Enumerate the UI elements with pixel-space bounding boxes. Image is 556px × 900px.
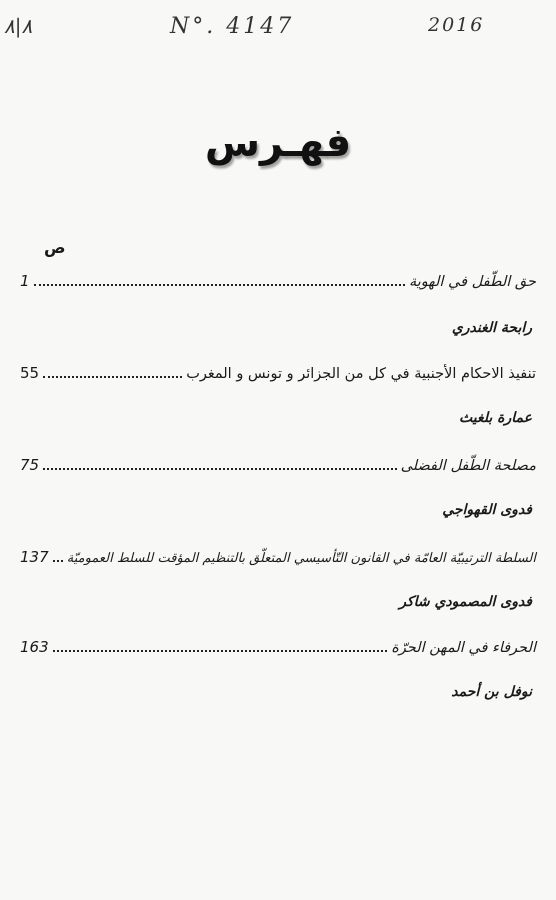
- toc-entry-author: نوفل بن أحمد: [451, 684, 532, 700]
- toc-entry-page: 55: [20, 364, 40, 382]
- handwritten-year: 2016: [428, 14, 485, 36]
- dot-leader: [34, 274, 405, 286]
- handwritten-number: N°. 4147: [170, 14, 295, 39]
- toc-entry-title: تنفيذ الاحكام الأجنبية في كل من الجزائر و تونس و المغرب: [186, 366, 536, 382]
- toc-entry-5: [20, 638, 536, 664]
- toc-entry-page: 137: [20, 548, 49, 566]
- dot-leader: [53, 550, 63, 562]
- toc-entry-author: رابحة الغندري: [451, 320, 532, 336]
- toc-entry-page: 75: [20, 456, 40, 474]
- toc-entry-4: [20, 548, 536, 574]
- toc-entry-title: الحرفاء في المهن الحرّة: [391, 640, 536, 656]
- toc-entry-title: مصلحة الطّفل الفضلى: [400, 458, 536, 474]
- page-title: فهـرس: [204, 120, 352, 166]
- toc-entry-title: حق الطّفل في الهوية: [409, 274, 536, 290]
- page-column-label: ص: [44, 238, 66, 257]
- handwritten-page-mark: ٨|٨: [4, 14, 33, 38]
- toc-entry-1: [20, 272, 536, 298]
- toc-entry-author: فدوى القهواجي: [442, 502, 532, 518]
- toc-entry-3: [20, 456, 536, 482]
- dot-leader: [43, 458, 397, 470]
- toc-entry-page: 163: [20, 638, 49, 656]
- toc-entry-author: فدوى المصمودي شاكر: [399, 594, 532, 610]
- toc-entry-page: 1: [20, 272, 30, 290]
- dot-leader: [43, 366, 182, 378]
- toc-entry-author: عمارة بلغيث: [459, 410, 532, 426]
- toc-entry-2: [20, 364, 536, 390]
- dot-leader: [53, 640, 388, 652]
- toc-entry-title: السلطة الترتيبيّة العامّة في القانون التّأسيسي المتعلّق بالتنظيم المؤقت للسلط العموميّة: [66, 551, 536, 566]
